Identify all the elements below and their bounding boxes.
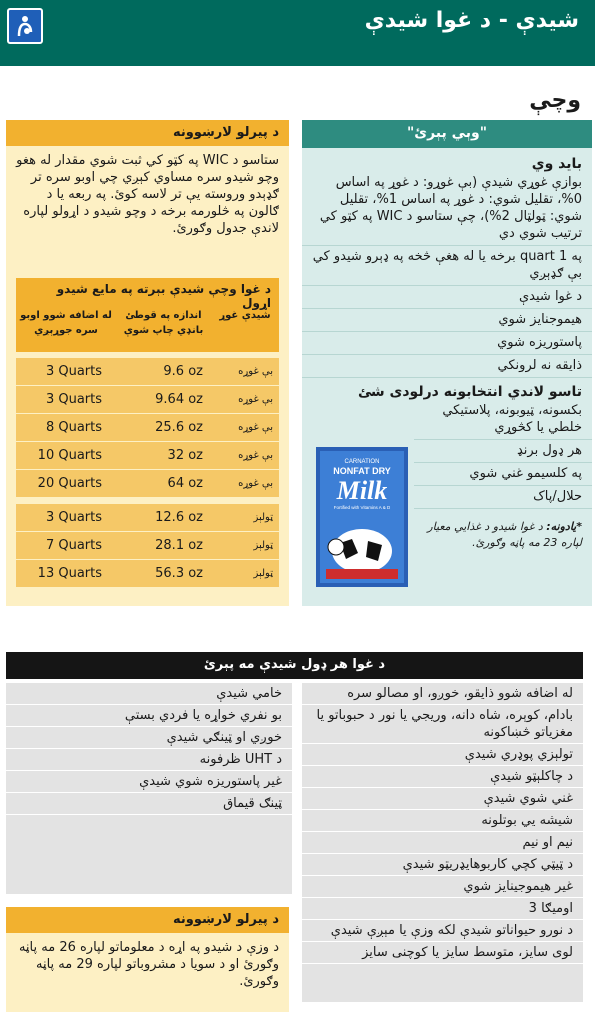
shopping-tips-text: ستاسو د WIC په کټو کي ثبت شوي مقدار له هغو وچو شيدو سره مساوي کېږي چي اوبو سره تر ګډېدو وروسته يې تر لاسه کوئ. په ربعه يا د ګالون په څلورمه برخه د وچو شيدو د اړولو لپاره لاندې جدول وګورئ. [16, 153, 279, 236]
amount-cell: 64 oz [167, 476, 203, 491]
dont-buy-item: بادام، کوېره، شاه دانه، وريجي يا نور د حبوباتو يا مغزياتو څښاکونه [302, 705, 583, 744]
col-type-header: شيدې غوړ [219, 310, 271, 321]
quarts-cell: 13 Quarts [37, 566, 102, 581]
milk-box-image [316, 447, 408, 587]
dont-buy-item: خوږي او ټينګي شيدې [6, 727, 292, 749]
note-text: د غوا شيدو د غذايي معيار لپاره 23 مه پاڼه وګورئ. [427, 520, 582, 549]
dont-buy-right-list [302, 683, 583, 1002]
buy-heading: "وېي پېرئ" [302, 120, 592, 148]
quarts-cell: 8 Quarts [45, 420, 102, 435]
quarts-cell: 10 Quarts [37, 448, 102, 463]
milk-type-cell: بې غوړه [238, 422, 273, 433]
milk-type-cell: ټولېز [253, 568, 273, 579]
dont-buy-item: خامي شيدې [6, 683, 292, 705]
note-label: *يادونه: [546, 520, 582, 533]
amount-cell: 28.1 oz [155, 538, 203, 553]
page-title: شيدې - د غوا شيدې [364, 8, 579, 33]
table-row [16, 470, 279, 498]
col-quarts-header: له اضافه شوو اوبو سره جوړېږي [20, 310, 112, 336]
page-header [0, 0, 595, 66]
dont-buy-item: بو نفري خواړه يا فردي بستې [6, 705, 292, 727]
must-be-item: ذايقه نه لرونکي [302, 355, 592, 378]
table-row [16, 560, 279, 588]
table-row [16, 504, 279, 532]
shopping-tips-heading: د پيرلو لارښوونه [6, 120, 289, 146]
dont-buy-item: نيم او نيم [302, 832, 583, 854]
dont-buy-item: اوميګا 3 [302, 898, 583, 920]
milk-box-sub: Fortified with Vitamins A & D [333, 505, 391, 510]
milk-box-name: Milk [336, 476, 388, 505]
must-be-item: بوازې غوړي شيدې (بې غوړو: د غوړ په اساس 0%، تقليل شوي: د غوړ په اساس 1%، تقليل شوي: ټولټال 2%)، چې ستاسو د WIC په کټو کي ترتيب شوي دي [302, 172, 592, 246]
dont-buy-item: غني شوي شيدې [302, 788, 583, 810]
note [414, 509, 592, 551]
table-row [16, 414, 279, 442]
conversion-table-title: د غوا وچې شيدې بېرته په مايع شيدو اړول [16, 278, 279, 304]
table-row [16, 386, 279, 414]
quarts-cell: 20 Quarts [37, 476, 102, 491]
dont-buy-item: د ټيټي کچي کاربوهايډريټو شيدې [302, 854, 583, 876]
amount-cell: 25.6 oz [155, 420, 203, 435]
dont-buy-item: د نورو حيواناتو شيدې لکه وزې يا مېږې شيدې [302, 920, 583, 942]
milk-type-cell: بې غوړه [238, 366, 273, 377]
shopping-tips-panel [6, 120, 289, 606]
buy-panel [302, 120, 592, 606]
quarts-cell: 3 Quarts [45, 510, 102, 525]
option-item: په کلسيمو غني شوي [414, 463, 592, 486]
must-be-item: هيموجنايز شوي [302, 309, 592, 332]
must-be-item: په 1 quart برخه يا له هغې څخه په ډېرو شيدو کي بې ګډېږي [302, 246, 592, 286]
dont-buy-item: لوی سايز، متوسط سايز يا کوچنی سايز [302, 942, 583, 964]
goat-soy-tip-panel [6, 907, 289, 1012]
section-title-dry: وچې [529, 88, 581, 113]
quarts-cell: 3 Quarts [45, 364, 102, 379]
col-amount-header: اندازه په قوطئ بانډي چاپ شوې [123, 310, 204, 336]
dont-buy-item: له اضافه شوو ذايقو، خوږو، او مصالو سره [302, 683, 583, 705]
conversion-table-header [16, 304, 279, 352]
options-title: تاسو لاندي انتخابونه درلودی شئ [358, 384, 582, 400]
milk-type-cell: بې غوړه [238, 478, 273, 489]
option-item: بکسونه، ټيوبونه، پلاستيکي خلطي يا کڅوړي [414, 400, 592, 440]
goat-soy-tip-text: د وزې د شيدو په اړه د معلوماتو لپاره 26 مه پاڼه وګورئ او د سويا د مشروباتو لپاره 29 مه پاڼه وګورئ. [18, 940, 279, 989]
dont-buy-item: شيشه يي بوتلونه [302, 810, 583, 832]
table-row [16, 532, 279, 560]
amount-cell: 56.3 oz [155, 566, 203, 581]
dont-buy-item: د چاکلېټو شيدې [302, 766, 583, 788]
amount-cell: 12.6 oz [155, 510, 203, 525]
conversion-table [16, 278, 279, 588]
amount-cell: 9.64 oz [155, 392, 203, 407]
milk-type-cell: ټولېز [253, 512, 273, 523]
amount-cell: 9.6 oz [163, 364, 203, 379]
milk-type-cell: ټولېز [253, 540, 273, 551]
must-be-title: بايد وي [531, 156, 582, 172]
must-be-item: پاستوريزه شوي [302, 332, 592, 355]
milk-type-cell: بې غوړه [238, 394, 273, 405]
must-be-item: د غوا شيدې [302, 286, 592, 309]
quarts-cell: 7 Quarts [45, 538, 102, 553]
milk-box-brand: CARNATION [344, 459, 380, 465]
milk-box-top: NONFAT DRY [333, 466, 391, 476]
quarts-cell: 3 Quarts [45, 392, 102, 407]
dont-buy-item: ټينګ قيماق [6, 793, 292, 815]
dont-buy-heading: د غوا هر ډول شيدې مه پېرئ [6, 652, 583, 679]
goat-soy-tip-heading: د پيرلو لارښوونه [6, 907, 289, 933]
table-row [16, 442, 279, 470]
option-item: هر ډول برنډ [414, 440, 592, 463]
mother-child-icon [7, 8, 43, 44]
option-item: حلال/پاک [414, 486, 592, 509]
dont-buy-item: غير پاستوريزه شوي شيدې [6, 771, 292, 793]
dont-buy-item: غير هيموجينايز شوي [302, 876, 583, 898]
amount-cell: 32 oz [167, 448, 203, 463]
dont-buy-left-list [6, 683, 292, 894]
dont-buy-item: تولېزي پوډري شيدې [302, 744, 583, 766]
milk-type-cell: بې غوړه [238, 450, 273, 461]
table-row [16, 358, 279, 386]
dont-buy-item: د UHT ظرفونه [6, 749, 292, 771]
